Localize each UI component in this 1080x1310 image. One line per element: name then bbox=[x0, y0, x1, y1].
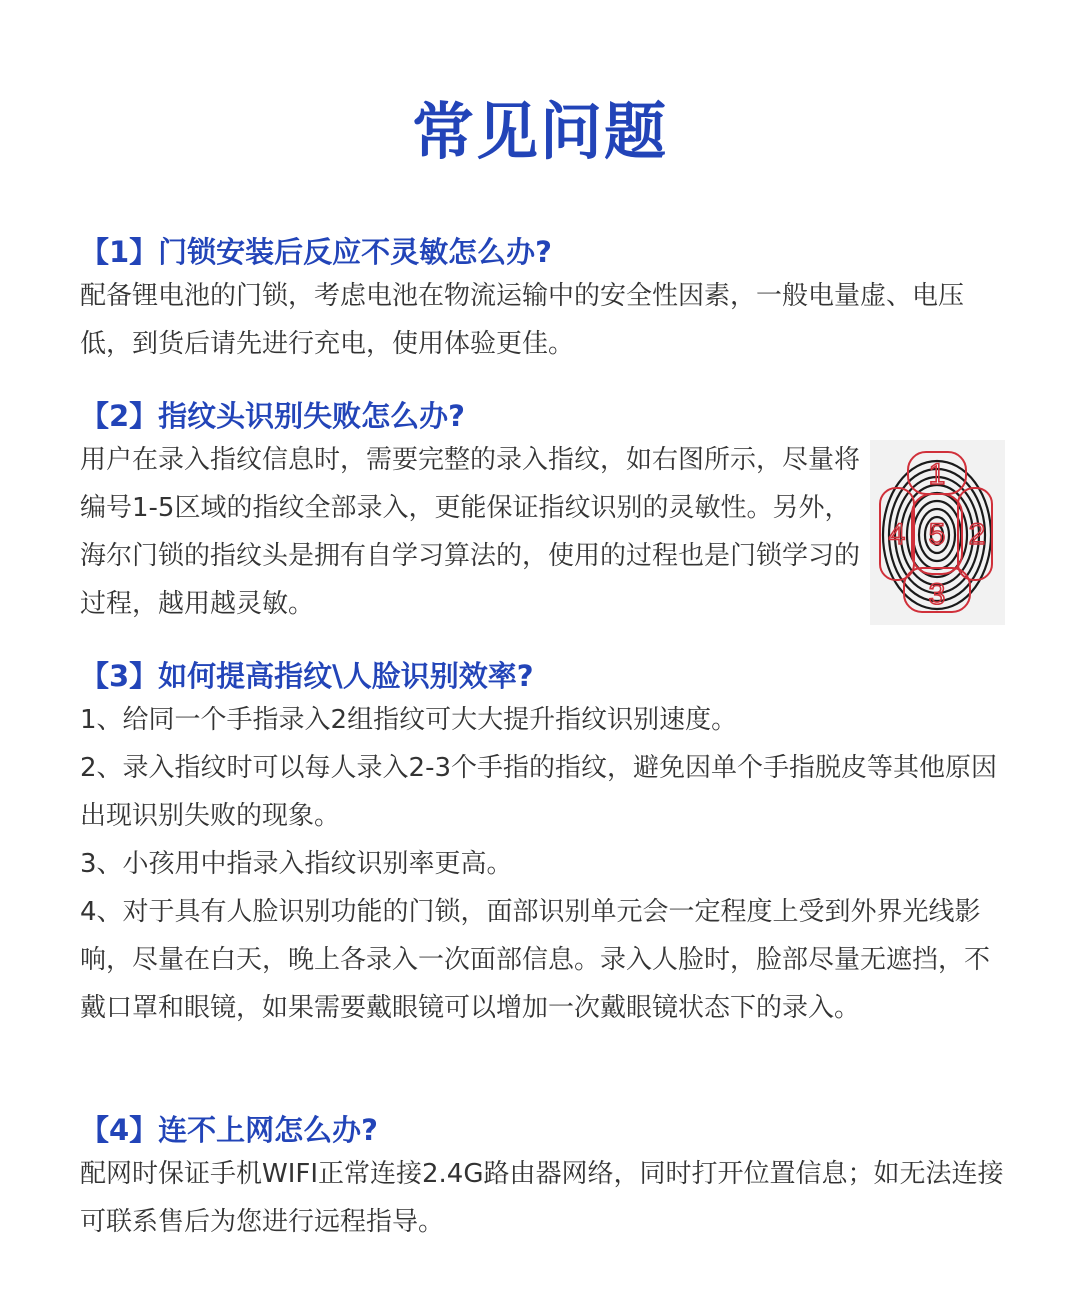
faq-answer-4 bbox=[80, 1150, 1010, 1246]
faq-item-4 bbox=[80, 1110, 1010, 1246]
faq-question-3: 【3】如何提高指纹\人脸识别效率? bbox=[80, 659, 534, 693]
faq-answer-paragraph: 配网时保证手机WIFI正常连接2.4G路由器网络，同时打开位置信息；如无法连接可联系售后为您进行远程指导。 bbox=[80, 1159, 1004, 1237]
faq-answer-3 bbox=[80, 696, 1010, 1032]
faq-question-4: 【4】连不上网怎么办? bbox=[80, 1113, 379, 1147]
fingerprint-figure bbox=[870, 440, 1005, 625]
faq-question-1: 【1】门锁安装后反应不灵敏怎么办? bbox=[80, 235, 553, 269]
faq-answer-paragraph: 1、给同一个手指录入2组指纹可大大提升指纹识别速度。 bbox=[80, 705, 738, 735]
faq-answer-2 bbox=[80, 436, 860, 628]
faq-answer-paragraph: 用户在录入指纹信息时，需要完整的录入指纹，如右图所示，尽量将编号1-5区域的指纹全部录入，更能保证指纹识别的灵敏性。另外，海尔门锁的指纹头是拥有自学习算法的，使用的过程也是门锁学习的过程，越用越灵敏。 bbox=[80, 445, 861, 619]
fingerprint-zone-label: 2 bbox=[968, 518, 986, 551]
fingerprint-zone-label: 3 bbox=[928, 578, 946, 611]
fingerprint-zones-icon bbox=[870, 440, 1005, 625]
faq-answer-paragraph: 2、录入指纹时可以每人录入2-3个手指的指纹，避免因单个手指脱皮等其他原因出现识别失败的现象。 bbox=[80, 753, 998, 831]
faq-answer-paragraph: 配备锂电池的门锁，考虑电池在物流运输中的安全性因素，一般电量虚、电压低，到货后请先进行充电，使用体验更佳。 bbox=[80, 281, 965, 359]
fingerprint-zone-label: 1 bbox=[928, 458, 946, 491]
faq-item-1 bbox=[80, 232, 1010, 368]
faq-answer-1 bbox=[80, 272, 1010, 368]
faq-item-3 bbox=[80, 656, 1010, 1032]
faq-question-2: 【2】指纹头识别失败怎么办? bbox=[80, 399, 466, 433]
fingerprint-zone-label: 5 bbox=[928, 518, 946, 551]
faq-answer-paragraph: 4、对于具有人脸识别功能的门锁，面部识别单元会一定程度上受到外界光线影响，尽量在白天，晚上各录入一次面部信息。录入人脸时，脸部尽量无遮挡，不戴口罩和眼镜，如果需要戴眼镜可以增加一次戴眼镜状态下的录入。 bbox=[80, 897, 991, 1023]
faq-answer-paragraph: 3、小孩用中指录入指纹识别率更高。 bbox=[80, 849, 513, 879]
fingerprint-zone-label: 4 bbox=[888, 518, 906, 551]
page-title: 常见问题 bbox=[411, 95, 668, 168]
